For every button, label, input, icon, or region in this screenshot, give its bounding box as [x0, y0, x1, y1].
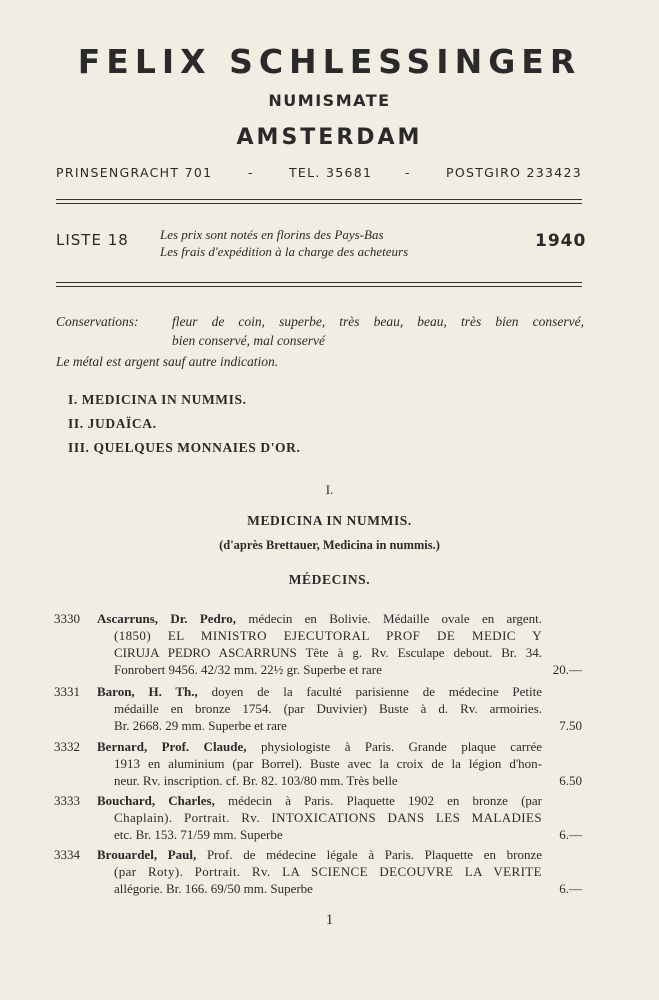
conservation-label: Conservations: [56, 314, 139, 329]
list-year: 1940 [535, 231, 587, 251]
address-separator: - [248, 165, 254, 180]
entry-line [97, 793, 542, 809]
entry-line: CIRUJA PEDRO ASCARRUNS Tête à g. Rv. Esculape debout. Br. 34. [114, 645, 542, 660]
lot-number: 3334 [54, 847, 80, 862]
lot-number: 3333 [54, 793, 80, 808]
section-source: (d'après Brettauer, Medicina in nummis.) [219, 538, 440, 552]
dealer-city: AMSTERDAM [236, 125, 423, 150]
entry-text: physiologiste à Paris. Grande plaque carrée [260, 739, 542, 754]
entry-line: médaille en bronze 1754. (par Duvivier) Buste à d. Rv. armoiries. [114, 701, 542, 716]
metal-note: Le métal est argent sauf autre indication. [56, 354, 279, 369]
address-separator: - [405, 165, 411, 180]
entry-name: Ascarruns, Dr. Pedro, [97, 611, 237, 626]
entry-line: allégorie. Br. 166. 69/50 mm. Superbe [114, 881, 313, 896]
rule-divider [56, 282, 582, 283]
entry-name: Brouardel, Paul, [97, 847, 197, 862]
entry-line [97, 739, 542, 755]
entry-price: 6.— [559, 881, 582, 896]
entry-line: Fonrobert 9456. 42/32 mm. 22½ gr. Superbe et rare [114, 662, 382, 677]
section-numeral: I. [325, 482, 334, 497]
entry-line: Chaplain). Portrait. Rv. INTOXICATIONS DANS LES MALADIES [114, 810, 542, 825]
conservation-grades: bien conservé, mal conservé [172, 333, 325, 348]
toc-item: II. JUDAÏCA. [68, 416, 157, 431]
entry-text: médecin à Paris. Plaquette 1902 en bronze (par [228, 793, 542, 808]
entry-line: Br. 2668. 29 mm. Superbe et rare [114, 718, 287, 733]
dealer-postgiro: POSTGIRO 233423 [446, 165, 583, 180]
entry-price: 20.— [552, 662, 582, 677]
rule-divider [56, 286, 582, 287]
entry-price: 6.50 [559, 773, 582, 788]
entry-line [97, 847, 542, 863]
list-number: LISTE 18 [56, 231, 129, 249]
entry-text: médecin en Bolivie. Médaille ovale en argent. [248, 611, 543, 626]
toc-item: I. MEDICINA IN NUMMIS. [68, 392, 247, 407]
price-notice: Les prix sont notés en florins des Pays-Bas [160, 227, 384, 242]
entry-line: (par Roty). Portrait. Rv. LA SCIENCE DECOUVRE LA VERITE [114, 864, 542, 879]
entry-text: Prof. de médecine légale à Paris. Plaquette en bronze [206, 847, 543, 862]
section-title: MEDICINA IN NUMMIS. [247, 513, 412, 528]
entry-line: neur. Rv. inscription. cf. Br. 82. 103/80 mm. Très belle [114, 773, 398, 788]
lot-number: 3330 [54, 611, 80, 626]
entry-line: 1913 en aluminium (par Borrel). Buste avec la croix de la légion d'hon- [114, 756, 542, 771]
subsection-title: MÉDECINS. [288, 572, 371, 587]
entry-line: (1850) EL MINISTRO EJECUTORAL PROF DE MEDIC Y [114, 628, 542, 643]
dealer-profession: NUMISMATE [268, 91, 391, 110]
entry-price: 7.50 [559, 718, 582, 733]
lot-number: 3331 [54, 684, 80, 699]
entry-line: etc. Br. 153. 71/59 mm. Superbe [114, 827, 283, 842]
rule-divider [56, 203, 582, 204]
rule-divider [56, 199, 582, 200]
lot-number: 3332 [54, 739, 80, 754]
entry-name: Baron, H. Th., [97, 684, 198, 699]
dealer-address: PRINSENGRACHT 701 [56, 165, 213, 180]
entry-line [97, 684, 542, 700]
conservation-grades: fleur de coin, superbe, très beau, beau, très bien conservé, [172, 314, 584, 329]
shipping-notice: Les frais d'expédition à la charge des acheteurs [160, 244, 409, 259]
entry-text: doyen de la faculté parisienne de médecine Petite [211, 684, 543, 699]
entry-price: 6.— [559, 827, 582, 842]
entry-line [97, 611, 542, 627]
toc-item: III. QUELQUES MONNAIES D'OR. [68, 440, 301, 455]
entry-name: Bernard, Prof. Claude, [97, 739, 247, 754]
page-number: 1 [325, 912, 334, 928]
dealer-name: FELIX SCHLESSINGER [77, 42, 582, 81]
entry-name: Bouchard, Charles, [97, 793, 215, 808]
dealer-telephone: TEL. 35681 [289, 165, 373, 180]
